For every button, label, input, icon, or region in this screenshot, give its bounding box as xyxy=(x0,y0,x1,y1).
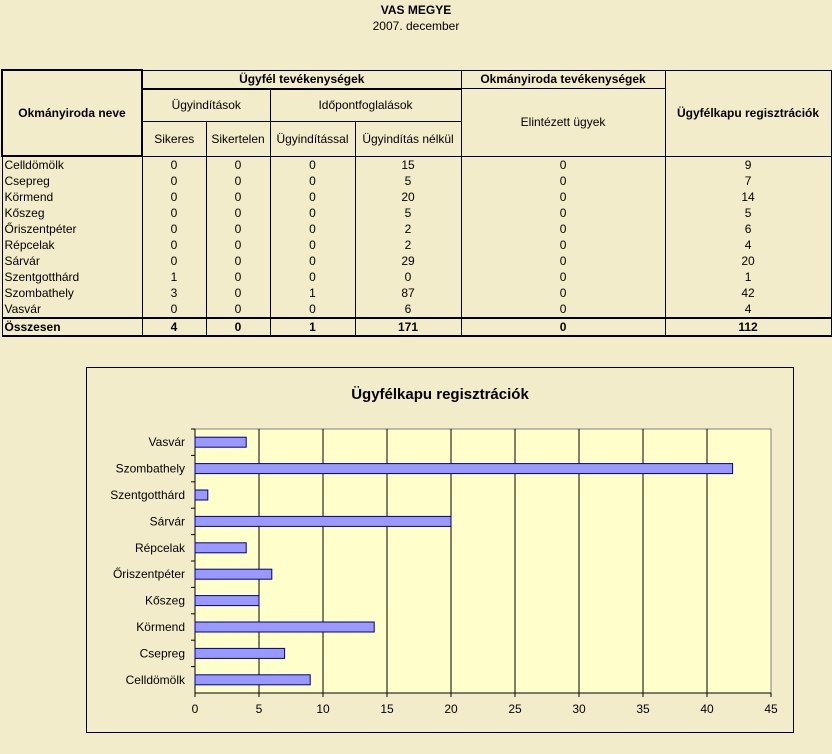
total-fail: 0 xyxy=(206,318,270,336)
x-tick-label: 40 xyxy=(700,702,714,716)
cell-with-init: 0 xyxy=(270,173,355,189)
report-header xyxy=(0,0,832,34)
total-with-init: 1 xyxy=(270,318,355,336)
total-success: 4 xyxy=(142,318,206,336)
category-label: Vasvár xyxy=(148,435,185,450)
cell-name: Szentgotthárd xyxy=(2,269,142,285)
cell-without-init: 20 xyxy=(355,189,461,205)
cell-with-init: 0 xyxy=(270,301,355,318)
table-row xyxy=(2,221,831,237)
cell-gateway: 4 xyxy=(665,237,831,253)
cell-success: 0 xyxy=(142,301,206,318)
cell-settled: 0 xyxy=(461,301,665,318)
sub-appointments: Időpontfoglalások xyxy=(270,89,461,122)
cell-success: 0 xyxy=(142,189,206,205)
cell-fail: 0 xyxy=(206,237,270,253)
cell-without-init: 2 xyxy=(355,237,461,253)
sub-initiations: Ügyindítások xyxy=(142,89,270,122)
cell-success: 0 xyxy=(142,173,206,189)
table-total-row xyxy=(2,318,831,336)
cell-fail: 0 xyxy=(206,221,270,237)
x-tick-label: 20 xyxy=(444,702,458,716)
bar xyxy=(195,622,374,632)
cell-name: Körmend xyxy=(2,189,142,205)
cell-gateway: 14 xyxy=(665,189,831,205)
cell-settled: 0 xyxy=(461,205,665,221)
bar xyxy=(195,648,285,658)
cell-gateway: 20 xyxy=(665,253,831,269)
col-fail: Sikertelen xyxy=(206,121,270,156)
cell-fail: 0 xyxy=(206,301,270,318)
cell-gateway: 7 xyxy=(665,173,831,189)
cell-with-init: 0 xyxy=(270,189,355,205)
category-label: Répcelak xyxy=(134,540,185,555)
bar xyxy=(195,596,259,606)
cell-fail: 0 xyxy=(206,189,270,205)
cell-success: 1 xyxy=(142,269,206,285)
table-row xyxy=(2,269,831,285)
cell-gateway: 9 xyxy=(665,156,831,173)
cell-gateway: 42 xyxy=(665,285,831,301)
cell-fail: 0 xyxy=(206,205,270,221)
cell-fail: 0 xyxy=(206,269,270,285)
cell-success: 0 xyxy=(142,237,206,253)
cell-without-init: 0 xyxy=(355,269,461,285)
col-success: Sikeres xyxy=(142,121,206,156)
bar xyxy=(195,675,310,685)
cell-settled: 0 xyxy=(461,189,665,205)
cell-without-init: 15 xyxy=(355,156,461,173)
cell-settled: 0 xyxy=(461,285,665,301)
cell-name: Sárvár xyxy=(2,253,142,269)
category-label: Őriszentpéter xyxy=(112,567,185,582)
x-tick-label: 15 xyxy=(380,702,394,716)
table-row xyxy=(2,156,831,173)
bar xyxy=(195,490,208,500)
cell-settled: 0 xyxy=(461,173,665,189)
chart-title: Ügyfélkapu regisztrációk xyxy=(351,386,529,403)
cell-fail: 0 xyxy=(206,173,270,189)
table-row xyxy=(2,285,831,301)
cell-settled: 0 xyxy=(461,221,665,237)
cell-with-init: 1 xyxy=(270,285,355,301)
cell-gateway: 5 xyxy=(665,205,831,221)
col-settled-cases: Elintézett ügyek xyxy=(461,89,665,157)
bar-chart xyxy=(87,368,793,732)
category-label: Szentgotthárd xyxy=(110,488,185,502)
cell-gateway: 4 xyxy=(665,301,831,318)
table-row xyxy=(2,237,831,253)
bar xyxy=(195,516,451,526)
chart-container xyxy=(86,367,794,733)
cell-name: Vasvár xyxy=(2,301,142,318)
category-label: Celldömölk xyxy=(125,672,185,687)
total-without-init: 171 xyxy=(355,318,461,336)
total-name: Összesen xyxy=(2,318,142,336)
bar xyxy=(195,543,246,553)
cell-name: Kőszeg xyxy=(2,205,142,221)
bar xyxy=(195,569,272,579)
cell-without-init: 2 xyxy=(355,221,461,237)
cell-with-init: 0 xyxy=(270,221,355,237)
cell-settled: 0 xyxy=(461,253,665,269)
x-tick-label: 45 xyxy=(764,702,778,716)
category-label: Szombathely xyxy=(115,461,185,476)
table-row xyxy=(2,253,831,269)
col-with-init: Ügyindítással xyxy=(270,121,355,156)
col-office-name: Okmányiroda neve xyxy=(2,70,142,156)
cell-without-init: 6 xyxy=(355,301,461,318)
col-without-init: Ügyindítás nélkül xyxy=(355,121,461,156)
cell-success: 0 xyxy=(142,205,206,221)
cell-settled: 0 xyxy=(461,269,665,285)
cell-fail: 0 xyxy=(206,285,270,301)
x-tick-label: 35 xyxy=(636,702,650,716)
x-tick-label: 30 xyxy=(572,702,586,716)
cell-name: Szombathely xyxy=(2,285,142,301)
table-row xyxy=(2,205,831,221)
x-tick-label: 25 xyxy=(508,702,522,716)
bar xyxy=(195,464,733,474)
bar xyxy=(195,437,246,447)
cell-success: 0 xyxy=(142,253,206,269)
report-subtitle: 2007. december xyxy=(372,19,460,33)
cell-success: 3 xyxy=(142,285,206,301)
cell-without-init: 5 xyxy=(355,205,461,221)
col-gateway-registrations: Ügyfélkapu regisztrációk xyxy=(665,70,831,156)
cell-without-init: 87 xyxy=(355,285,461,301)
cell-with-init: 0 xyxy=(270,269,355,285)
category-label: Sárvár xyxy=(149,514,185,529)
cell-name: Őriszentpéter xyxy=(2,221,142,237)
cell-gateway: 6 xyxy=(665,221,831,237)
cell-with-init: 0 xyxy=(270,237,355,253)
group-client-activities: Ügyfél tevékenységek xyxy=(142,70,461,89)
total-settled: 0 xyxy=(461,318,665,336)
category-label: Körmend xyxy=(136,620,185,634)
cell-with-init: 0 xyxy=(270,205,355,221)
cell-success: 0 xyxy=(142,221,206,237)
group-office-activities: Okmányiroda tevékenységek xyxy=(461,70,665,89)
cell-settled: 0 xyxy=(461,237,665,253)
table-row xyxy=(2,189,831,205)
table-row xyxy=(2,301,831,318)
cell-settled: 0 xyxy=(461,156,665,173)
cell-fail: 0 xyxy=(206,253,270,269)
cell-name: Celldömölk xyxy=(2,156,142,173)
cell-with-init: 0 xyxy=(270,253,355,269)
x-tick-label: 10 xyxy=(316,702,330,716)
x-tick-label: 0 xyxy=(191,702,199,716)
category-label: Kőszeg xyxy=(144,593,185,608)
cell-without-init: 29 xyxy=(355,253,461,269)
cell-fail: 0 xyxy=(206,156,270,173)
cell-with-init: 0 xyxy=(270,156,355,173)
report-title: VAS MEGYE xyxy=(380,3,452,17)
category-label: Csepreg xyxy=(139,646,185,661)
cell-name: Csepreg xyxy=(2,173,142,189)
total-gateway: 112 xyxy=(665,318,831,336)
cell-gateway: 1 xyxy=(665,269,831,285)
table-row xyxy=(2,173,831,189)
x-tick-label: 5 xyxy=(255,702,263,716)
data-table xyxy=(1,69,832,337)
cell-name: Répcelak xyxy=(2,237,142,253)
cell-success: 0 xyxy=(142,156,206,173)
cell-without-init: 5 xyxy=(355,173,461,189)
